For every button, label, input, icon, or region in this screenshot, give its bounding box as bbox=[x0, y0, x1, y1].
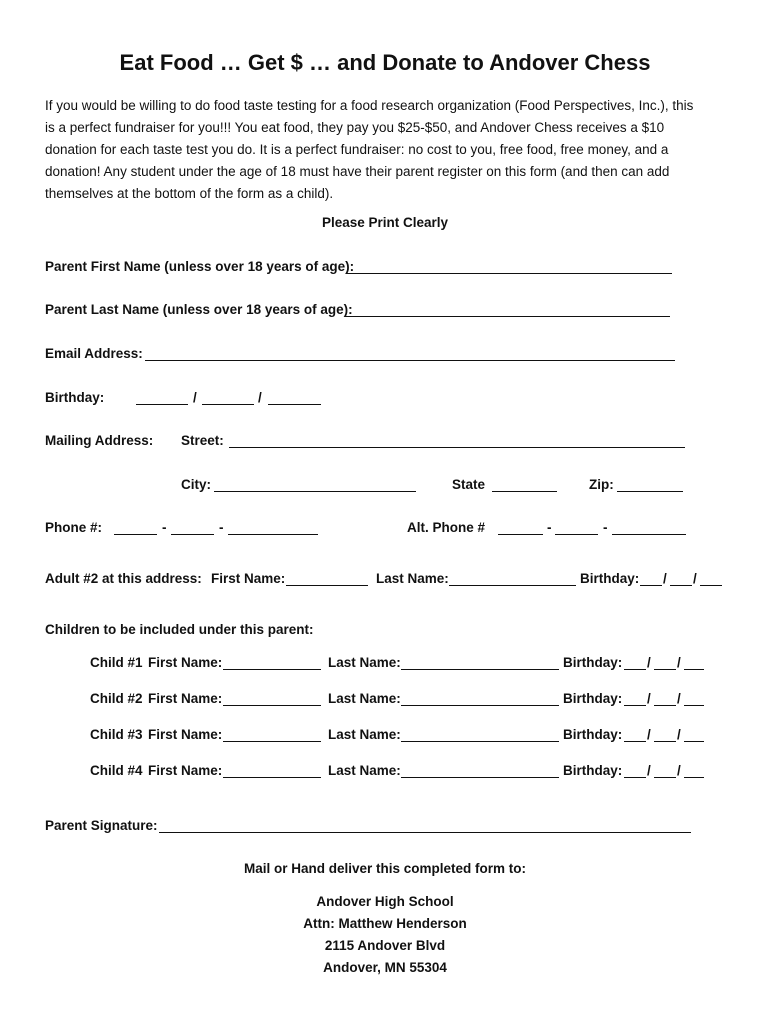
child-4-birthday-year-field[interactable] bbox=[684, 777, 704, 778]
adult2-birthday-year-field[interactable] bbox=[700, 585, 722, 586]
birthday-month-field[interactable] bbox=[136, 404, 188, 405]
child-1-birthday-year-field[interactable] bbox=[684, 669, 704, 670]
child-2-last-name-field[interactable] bbox=[401, 705, 559, 706]
child-last-name-label: Last Name: bbox=[328, 763, 401, 778]
parent-last-name-field[interactable] bbox=[345, 316, 670, 317]
adult2-label: Adult #2 at this address: bbox=[45, 571, 202, 586]
alt-phone-label: Alt. Phone # bbox=[407, 520, 486, 535]
phone-number-field[interactable] bbox=[228, 534, 318, 535]
intro-line: donation! Any student under the age of 18 must have their parent register on this form (and then can add bbox=[45, 164, 670, 179]
intro-line: donation for each taste test you do. It is a perfect fundraiser: no cost to you, free food, free money, and a bbox=[45, 142, 669, 157]
date-separator: / bbox=[663, 571, 667, 586]
parent-signature-field[interactable] bbox=[159, 832, 691, 833]
child-3-birthday-year-field[interactable] bbox=[684, 741, 704, 742]
adult2-birthday-month-field[interactable] bbox=[640, 585, 662, 586]
date-separator: / bbox=[693, 571, 697, 586]
birthday-day-field[interactable] bbox=[202, 404, 254, 405]
child-label: Child #1 bbox=[90, 655, 143, 670]
street-field[interactable] bbox=[229, 447, 685, 448]
child-last-name-label: Last Name: bbox=[328, 655, 401, 670]
address-line-school: Andover High School bbox=[316, 894, 454, 909]
phone-separator: - bbox=[162, 520, 167, 535]
intro-line: is a perfect fundraiser for you!!! You eat food, they pay you $25-$50, and Andover Chess receives a $10 bbox=[45, 120, 665, 135]
date-separator: / bbox=[677, 655, 681, 670]
date-separator: / bbox=[647, 727, 651, 742]
city-label: City: bbox=[181, 477, 211, 492]
email-field[interactable] bbox=[145, 360, 675, 361]
phone-separator: - bbox=[603, 520, 608, 535]
child-label: Child #3 bbox=[90, 727, 143, 742]
phone-prefix-field[interactable] bbox=[171, 534, 214, 535]
intro-line: If you would be willing to do food taste testing for a food research organization (Food Perspectives, Inc.), this bbox=[45, 98, 694, 113]
alt-phone-area-field[interactable] bbox=[498, 534, 543, 535]
email-label: Email Address: bbox=[45, 346, 143, 361]
adult2-birthday-label: Birthday: bbox=[580, 571, 640, 586]
city-field[interactable] bbox=[214, 491, 416, 492]
child-2-birthday-day-field[interactable] bbox=[654, 705, 676, 706]
adult2-birthday-day-field[interactable] bbox=[670, 585, 692, 586]
state-field[interactable] bbox=[492, 491, 557, 492]
parent-signature-label: Parent Signature: bbox=[45, 818, 158, 833]
child-3-first-name-field[interactable] bbox=[223, 741, 321, 742]
adult2-first-name-label: First Name: bbox=[211, 571, 286, 586]
child-4-first-name-field[interactable] bbox=[223, 777, 321, 778]
address-line-city: Andover, MN 55304 bbox=[323, 960, 447, 975]
child-birthday-label: Birthday: bbox=[563, 727, 623, 742]
form-title: Eat Food … Get $ … and Donate to Andover Chess bbox=[119, 50, 651, 75]
child-first-name-label: First Name: bbox=[148, 727, 223, 742]
date-separator: / bbox=[647, 691, 651, 706]
date-separator: / bbox=[647, 763, 651, 778]
child-4-birthday-month-field[interactable] bbox=[624, 777, 646, 778]
alt-phone-number-field[interactable] bbox=[612, 534, 686, 535]
adult2-first-name-field[interactable] bbox=[286, 585, 368, 586]
phone-separator: - bbox=[219, 520, 224, 535]
child-1-birthday-month-field[interactable] bbox=[624, 669, 646, 670]
adult2-last-name-field[interactable] bbox=[449, 585, 576, 586]
please-print-heading: Please Print Clearly bbox=[321, 215, 449, 230]
zip-label: Zip: bbox=[589, 477, 614, 492]
child-2-birthday-year-field[interactable] bbox=[684, 705, 704, 706]
date-separator: / bbox=[647, 655, 651, 670]
date-separator: / bbox=[258, 390, 262, 405]
children-header: Children to be included under this parent: bbox=[45, 622, 314, 637]
child-1-birthday-day-field[interactable] bbox=[654, 669, 676, 670]
child-1-last-name-field[interactable] bbox=[401, 669, 559, 670]
birthday-year-field[interactable] bbox=[268, 404, 321, 405]
child-first-name-label: First Name: bbox=[148, 763, 223, 778]
child-1-first-name-field[interactable] bbox=[223, 669, 321, 670]
child-label: Child #2 bbox=[90, 691, 143, 706]
child-first-name-label: First Name: bbox=[148, 655, 223, 670]
mailing-address-label: Mailing Address: bbox=[45, 433, 154, 448]
child-first-name-label: First Name: bbox=[148, 691, 223, 706]
address-line-street: 2115 Andover Blvd bbox=[324, 938, 446, 953]
parent-first-name-label: Parent First Name (unless over 18 years of age): bbox=[45, 259, 355, 274]
child-2-first-name-field[interactable] bbox=[223, 705, 321, 706]
adult2-last-name-label: Last Name: bbox=[376, 571, 449, 586]
child-birthday-label: Birthday: bbox=[563, 763, 623, 778]
phone-area-field[interactable] bbox=[114, 534, 157, 535]
child-3-birthday-month-field[interactable] bbox=[624, 741, 646, 742]
date-separator: / bbox=[677, 763, 681, 778]
child-last-name-label: Last Name: bbox=[328, 727, 401, 742]
alt-phone-prefix-field[interactable] bbox=[555, 534, 598, 535]
parent-first-name-field[interactable] bbox=[347, 273, 672, 274]
child-label: Child #4 bbox=[90, 763, 143, 778]
street-label: Street: bbox=[181, 433, 224, 448]
intro-paragraph bbox=[45, 95, 735, 205]
child-birthday-label: Birthday: bbox=[563, 655, 623, 670]
child-3-birthday-day-field[interactable] bbox=[654, 741, 676, 742]
address-line-attn: Attn: Matthew Henderson bbox=[303, 916, 467, 931]
phone-label: Phone #: bbox=[45, 520, 103, 535]
mail-instruction: Mail or Hand deliver this completed form to: bbox=[243, 861, 527, 876]
child-birthday-label: Birthday: bbox=[563, 691, 623, 706]
date-separator: / bbox=[677, 727, 681, 742]
date-separator: / bbox=[193, 390, 197, 405]
child-4-last-name-field[interactable] bbox=[401, 777, 559, 778]
phone-separator: - bbox=[547, 520, 552, 535]
date-separator: / bbox=[677, 691, 681, 706]
child-2-birthday-month-field[interactable] bbox=[624, 705, 646, 706]
intro-line: themselves at the bottom of the form as a child). bbox=[45, 186, 334, 201]
child-4-birthday-day-field[interactable] bbox=[654, 777, 676, 778]
birthday-label: Birthday: bbox=[45, 390, 105, 405]
state-label: State bbox=[452, 477, 486, 492]
zip-field[interactable] bbox=[617, 491, 683, 492]
child-last-name-label: Last Name: bbox=[328, 691, 401, 706]
child-3-last-name-field[interactable] bbox=[401, 741, 559, 742]
parent-last-name-label: Parent Last Name (unless over 18 years of age): bbox=[45, 302, 353, 317]
